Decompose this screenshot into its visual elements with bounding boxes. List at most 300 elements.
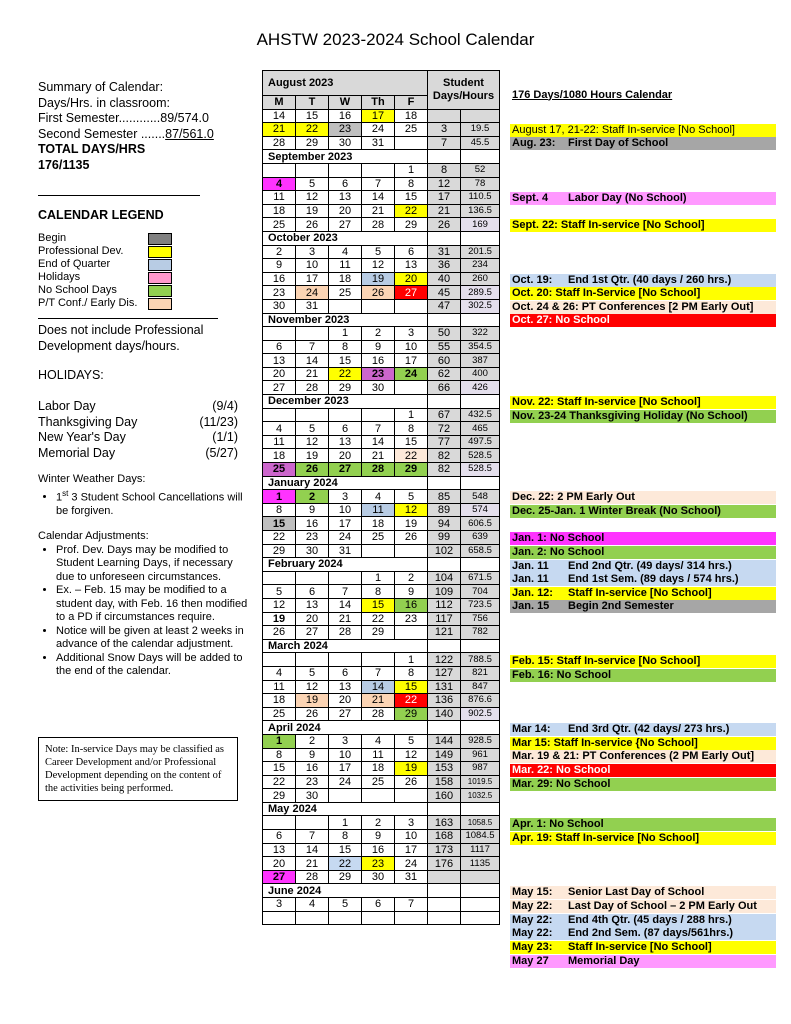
day-cell: 9 [263, 259, 296, 273]
day-cell: 19 [263, 612, 296, 626]
event-date: Mar 14: [512, 723, 551, 736]
event-date: Jan. 12: [512, 586, 553, 599]
student-hours-cell: 723.5 [461, 598, 500, 612]
day-cell: 5 [395, 490, 428, 504]
day-cell: 15 [329, 843, 362, 857]
event-description: Staff In-service [No School] [568, 940, 712, 953]
total-value: 176/1135 [38, 157, 90, 172]
day-cell: 22 [329, 857, 362, 871]
student-hours-cell: 782 [461, 626, 500, 640]
day-cell: 13 [329, 191, 362, 205]
day-cell [296, 571, 329, 585]
day-cell: 14 [362, 435, 395, 449]
day-cell: 25 [362, 531, 395, 545]
total-label: TOTAL DAYS/HRS [38, 142, 146, 156]
day-cell: 20 [329, 204, 362, 218]
day-cell: 29 [362, 626, 395, 640]
holiday-list [38, 399, 253, 461]
student-hours-cell: 756 [461, 612, 500, 626]
second-semester [38, 127, 253, 143]
student-days-cell: 77 [428, 435, 461, 449]
week-row [263, 748, 500, 762]
day-cell [362, 299, 395, 313]
event-description: Last Day of School – 2 PM Early Out [568, 900, 757, 913]
student-days-cell: 40 [428, 272, 461, 286]
event-description: End 3rd Qtr. (42 days/ 273 hrs.) [568, 723, 730, 736]
day-cell: 26 [296, 707, 329, 721]
day-cell: 5 [296, 177, 329, 191]
student-days-cell: 12 [428, 177, 461, 191]
holidays-heading: HOLIDAYS: [38, 368, 104, 382]
summary-heading: Summary of Calendar: [38, 80, 164, 94]
week-row [263, 544, 500, 558]
event-item [510, 89, 776, 102]
student-hours-cell [461, 721, 500, 735]
day-cell: 3 [395, 327, 428, 341]
day-cell [329, 408, 362, 422]
week-row [263, 517, 500, 531]
week-row [263, 435, 500, 449]
day-cell: 28 [362, 463, 395, 477]
day-cell [296, 653, 329, 667]
day-cell: 22 [296, 123, 329, 137]
event-description: Begin 2nd Semester [568, 600, 674, 613]
day-cell: 16 [263, 272, 296, 286]
day-cell: 6 [329, 666, 362, 680]
day-cell: 30 [362, 381, 395, 395]
legend-swatch [148, 259, 172, 271]
day-cell: 8 [395, 422, 428, 436]
day-cell: 27 [329, 463, 362, 477]
first-semester-value: 89/574.0 [160, 111, 209, 125]
day-cell: 29 [395, 218, 428, 232]
event-date: August 17, 21-22: Staff In-service [No School] [512, 123, 735, 136]
holiday-date: (11/23) [199, 414, 238, 429]
day-cell: 14 [296, 354, 329, 368]
day-cell: 6 [329, 177, 362, 191]
day-cell: 6 [263, 830, 296, 844]
event-item [510, 546, 776, 559]
adjust-item: • Additional Snow Days will be added to the end of the calendar. [56, 652, 253, 679]
student-days-cell: 163 [428, 816, 461, 830]
day-cell: 30 [362, 870, 395, 884]
student-days-cell: 82 [428, 449, 461, 463]
month-row [263, 476, 500, 490]
week-row [263, 843, 500, 857]
event-item [510, 192, 776, 205]
day-cell: 12 [296, 191, 329, 205]
event-item [510, 955, 776, 968]
day-cell: 24 [329, 531, 362, 545]
week-row [263, 463, 500, 477]
student-days-cell [428, 898, 461, 912]
day-cell: 28 [296, 381, 329, 395]
day-cell [362, 163, 395, 177]
day-cell: 23 [395, 612, 428, 626]
event-date: Jan. 1: No School [512, 532, 605, 545]
legend-title: CALENDAR LEGEND [38, 208, 164, 222]
day-cell: 17 [395, 354, 428, 368]
day-cell: 7 [362, 177, 395, 191]
week-row [263, 911, 500, 925]
day-cell [296, 163, 329, 177]
day-cell [263, 327, 296, 341]
day-cell: 23 [362, 857, 395, 871]
legend-item [38, 258, 253, 271]
day-cell [329, 789, 362, 803]
day-cell: 8 [395, 666, 428, 680]
student-hours-cell: 902.5 [461, 707, 500, 721]
student-hours-cell: 548 [461, 490, 500, 504]
day-cell: 2 [395, 571, 428, 585]
day-cell: 8 [329, 830, 362, 844]
student-hours-cell: 52 [461, 163, 500, 177]
student-days-cell: 94 [428, 517, 461, 531]
week-row [263, 898, 500, 912]
student-days-cell: 3 [428, 123, 461, 137]
student-hours-cell [461, 558, 500, 572]
event-date: Feb. 15: Staff In-service [No School] [512, 654, 701, 667]
student-days-cell: 121 [428, 626, 461, 640]
week-row [263, 612, 500, 626]
divider [38, 318, 218, 319]
legend-swatch [148, 246, 172, 258]
student-hours-cell: 1135 [461, 857, 500, 871]
student-days-cell: 131 [428, 680, 461, 694]
event-description: Memorial Day [568, 954, 640, 967]
day-cell: 12 [296, 435, 329, 449]
day-cell: 1 [395, 163, 428, 177]
event-item [510, 655, 776, 668]
second-semester-label: Second Semester ....... [38, 126, 166, 141]
student-hours-cell: 400 [461, 367, 500, 381]
day-cell [263, 408, 296, 422]
adjust-item: • Prof. Dev. Days may be modified to Student Learning Days, if necessary due to unforeseen circumstances. [56, 544, 253, 585]
day-cell [395, 544, 428, 558]
student-hours-cell [461, 313, 500, 327]
week-row [263, 109, 500, 123]
day-cell [362, 544, 395, 558]
day-cell: 12 [395, 748, 428, 762]
student-hours-cell: 528.5 [461, 449, 500, 463]
week-row [263, 204, 500, 218]
legend-item [38, 232, 253, 245]
day-cell: 22 [395, 694, 428, 708]
day-cell: 16 [296, 517, 329, 531]
student-days-cell: 136 [428, 694, 461, 708]
student-days-cell: 149 [428, 748, 461, 762]
student-days-cell: 8 [428, 163, 461, 177]
student-hours-cell: 987 [461, 762, 500, 776]
day-cell: 28 [362, 707, 395, 721]
day-cell: 2 [362, 816, 395, 830]
legend-label: Professional Dev. [38, 245, 124, 257]
event-date: Nov. 22: Staff In-service [No School] [512, 396, 701, 409]
day-cell: 29 [329, 381, 362, 395]
student-hours-cell: 704 [461, 585, 500, 599]
legend-label: Holidays [38, 271, 81, 283]
event-date: May 22: [512, 927, 553, 940]
event-description: End 1st Sem. (89 days / 574 hrs.) [568, 573, 739, 586]
holiday-date: (5/27) [205, 445, 238, 460]
day-cell: 16 [362, 843, 395, 857]
day-cell: 27 [263, 381, 296, 395]
day-cell: 11 [329, 259, 362, 273]
event-date: May 22: [512, 900, 553, 913]
day-cell: 20 [329, 449, 362, 463]
day-cell: 23 [362, 367, 395, 381]
day-cell: 29 [263, 789, 296, 803]
day-cell: 7 [395, 898, 428, 912]
student-hours-cell: 574 [461, 503, 500, 517]
event-date: Oct. 27: No School [512, 314, 610, 327]
winter-pre: 1 [56, 491, 63, 504]
day-cell [395, 626, 428, 640]
summary-line: Days/Hrs. in classroom: [38, 95, 170, 110]
day-cell: 9 [395, 585, 428, 599]
day-cell: 13 [395, 259, 428, 273]
week-row [263, 299, 500, 313]
day-cell: 6 [263, 340, 296, 354]
day-cell: 8 [362, 585, 395, 599]
student-days-cell: 47 [428, 299, 461, 313]
student-days-cell: 89 [428, 503, 461, 517]
student-hours-cell: 1084.5 [461, 830, 500, 844]
day-cell: 12 [362, 259, 395, 273]
month-heading: October 2023 [263, 231, 428, 245]
day-cell: 27 [329, 218, 362, 232]
student-days-cell: 36 [428, 259, 461, 273]
day-cell: 19 [362, 272, 395, 286]
day-cell: 7 [296, 830, 329, 844]
legend-swatch [148, 285, 172, 297]
event-description: First Day of School [568, 137, 669, 150]
student-days-cell: 117 [428, 612, 461, 626]
day-cell: 15 [329, 354, 362, 368]
day-cell: 11 [263, 435, 296, 449]
month-row [263, 802, 500, 816]
day-cell: 4 [263, 422, 296, 436]
month-row [263, 884, 500, 898]
weekday-label: M [263, 96, 296, 110]
student-hours-cell: 497.5 [461, 435, 500, 449]
day-cell: 15 [395, 680, 428, 694]
day-cell: 4 [362, 490, 395, 504]
note-box: Note: In-service Days may be classified as Career Development and/or Professional Development depending on the content of the activities being performed. [38, 737, 238, 801]
day-cell: 13 [329, 435, 362, 449]
event-description: Labor Day (No School) [568, 191, 687, 204]
event-item [510, 900, 776, 913]
week-row [263, 503, 500, 517]
event-date: Jan. 2: No School [512, 545, 605, 558]
day-cell: 2 [362, 327, 395, 341]
left-panel [38, 80, 253, 679]
student-hours-cell: 528.5 [461, 463, 500, 477]
event-description: End 2nd Sem. (87 days/561hrs.) [568, 927, 734, 940]
week-row [263, 422, 500, 436]
day-cell: 3 [263, 898, 296, 912]
student-hours-cell: 1058.5 [461, 816, 500, 830]
student-hours-cell [461, 109, 500, 123]
day-cell: 6 [395, 245, 428, 259]
day-cell: 22 [329, 367, 362, 381]
day-cell: 8 [329, 340, 362, 354]
student-days-cell: 140 [428, 707, 461, 721]
day-cell: 11 [263, 680, 296, 694]
student-hours-cell: 847 [461, 680, 500, 694]
day-cell: 18 [362, 762, 395, 776]
divider [38, 195, 200, 196]
day-cell: 13 [296, 598, 329, 612]
day-cell: 21 [263, 123, 296, 137]
student-days-cell [428, 313, 461, 327]
day-cell [362, 408, 395, 422]
student-days-cell: 112 [428, 598, 461, 612]
event-date: Apr. 19: Staff In-service [No School] [512, 831, 700, 844]
day-cell: 28 [296, 870, 329, 884]
student-days-cell [428, 231, 461, 245]
student-days-cell: 158 [428, 775, 461, 789]
legend-item [38, 245, 253, 258]
event-item [510, 301, 776, 314]
day-cell: 23 [329, 123, 362, 137]
day-cell: 24 [395, 857, 428, 871]
week-row [263, 381, 500, 395]
day-cell [329, 163, 362, 177]
student-hours-cell [461, 911, 500, 925]
day-cell: 12 [263, 598, 296, 612]
week-row [263, 136, 500, 150]
day-cell: 9 [296, 748, 329, 762]
day-cell: 18 [362, 517, 395, 531]
student-days-cell: 82 [428, 463, 461, 477]
student-hours-cell: 1032.5 [461, 789, 500, 803]
student-days-cell: 66 [428, 381, 461, 395]
day-cell: 17 [296, 272, 329, 286]
student-hours-cell [461, 884, 500, 898]
day-cell: 1 [263, 734, 296, 748]
day-cell: 31 [362, 136, 395, 150]
holiday-item [38, 399, 238, 415]
week-row [263, 598, 500, 612]
winter-item [56, 487, 253, 519]
event-item [510, 941, 776, 954]
student-days-cell: 50 [428, 327, 461, 341]
student-days-cell: 109 [428, 585, 461, 599]
student-hours-cell: 961 [461, 748, 500, 762]
student-hours-cell: 821 [461, 666, 500, 680]
day-cell [263, 653, 296, 667]
day-cell: 19 [296, 204, 329, 218]
day-cell: 5 [362, 245, 395, 259]
day-cell: 23 [263, 286, 296, 300]
event-item [510, 764, 776, 777]
day-cell: 20 [263, 367, 296, 381]
day-cell [296, 816, 329, 830]
student-days-cell: 104 [428, 571, 461, 585]
day-cell: 21 [329, 612, 362, 626]
day-cell [395, 911, 428, 925]
month-heading: June 2024 [263, 884, 428, 898]
first-semester [38, 111, 253, 127]
student-hours-cell: 639 [461, 531, 500, 545]
student-days-cell [428, 721, 461, 735]
day-cell: 23 [296, 775, 329, 789]
student-hours-cell: 788.5 [461, 653, 500, 667]
day-cell: 29 [395, 463, 428, 477]
day-cell: 14 [329, 598, 362, 612]
week-row [263, 680, 500, 694]
month-heading: November 2023 [263, 313, 428, 327]
day-cell: 5 [296, 422, 329, 436]
event-date: Jan. 11 [512, 559, 549, 572]
week-row [263, 191, 500, 205]
student-days-cell: 102 [428, 544, 461, 558]
week-row [263, 653, 500, 667]
day-cell: 18 [329, 272, 362, 286]
holiday-name: Memorial Day [38, 445, 116, 460]
event-date: Mar. 29: No School [512, 777, 611, 790]
day-cell: 26 [362, 286, 395, 300]
event-item [510, 886, 776, 899]
adjust-item: • Notice will be given at least 2 weeks in advance of the calendar adjustment. [56, 625, 253, 652]
student-hours-cell: 432.5 [461, 408, 500, 422]
week-row [263, 531, 500, 545]
legend-item [38, 297, 253, 310]
day-cell: 8 [263, 503, 296, 517]
day-cell: 16 [329, 109, 362, 123]
day-cell: 11 [362, 748, 395, 762]
holiday-date: (1/1) [212, 430, 238, 444]
day-cell: 26 [296, 463, 329, 477]
pd-note: Does not include Professional Development days/hours. [38, 323, 204, 353]
day-cell [263, 816, 296, 830]
day-cell: 21 [296, 857, 329, 871]
week-row [263, 245, 500, 259]
student-days-cell [428, 476, 461, 490]
day-cell: 19 [395, 762, 428, 776]
day-cell: 9 [362, 830, 395, 844]
day-cell [329, 911, 362, 925]
day-cell: 15 [395, 435, 428, 449]
event-date: May 15: [512, 886, 553, 899]
day-cell [362, 653, 395, 667]
week-row [263, 177, 500, 191]
student-hours-cell [461, 898, 500, 912]
holiday-item [38, 430, 238, 446]
holiday-name: New Year's Day [38, 430, 126, 444]
week-row [263, 163, 500, 177]
week-row [263, 259, 500, 273]
student-days-cell [428, 870, 461, 884]
day-cell: 13 [263, 354, 296, 368]
student-days-cell: 60 [428, 354, 461, 368]
event-date: Mar. 19 & 21: PT Conferences (2 PM Early Out] [512, 750, 755, 763]
student-days-cell: 176 [428, 857, 461, 871]
day-cell: 22 [395, 449, 428, 463]
day-cell: 21 [362, 449, 395, 463]
student-hours-cell: 1019.5 [461, 775, 500, 789]
month-heading: January 2024 [263, 476, 428, 490]
day-cell: 12 [395, 503, 428, 517]
day-cell: 20 [395, 272, 428, 286]
day-cell: 29 [329, 870, 362, 884]
day-cell: 28 [263, 136, 296, 150]
event-date: Jan. 15 [512, 600, 550, 613]
legend-swatch [148, 272, 172, 284]
day-cell [296, 408, 329, 422]
week-row [263, 327, 500, 341]
